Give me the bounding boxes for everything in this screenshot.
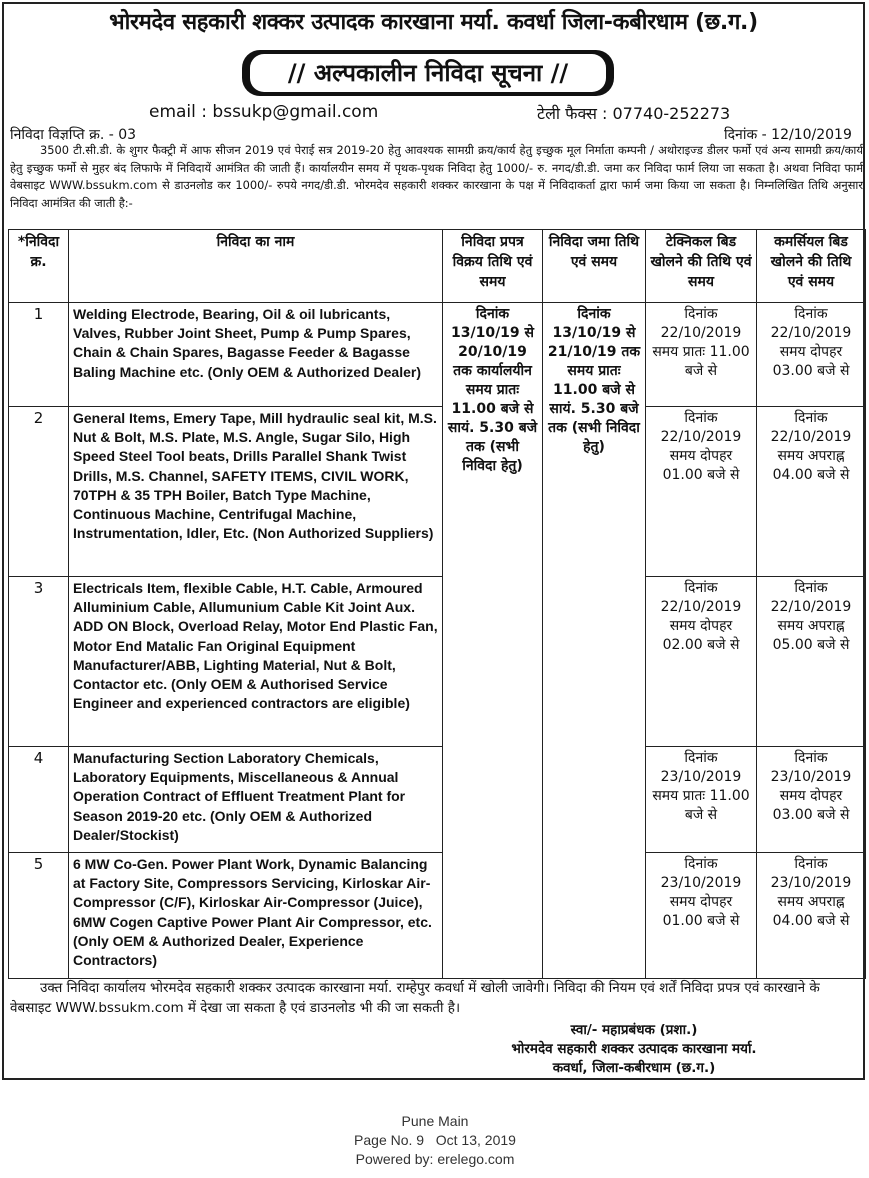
technical-bid-date: दिनांक 22/10/2019 समय प्रातः 11.00 बजे से <box>646 303 757 407</box>
powered-by: Powered by: erelego.com <box>355 1151 515 1167</box>
edition-name: Pune Main <box>401 1113 469 1129</box>
tender-no: 3 <box>9 577 69 747</box>
table-row <box>9 407 866 577</box>
table-row <box>9 747 866 853</box>
tender-no: 5 <box>9 853 69 979</box>
header-sale-date: निविदा प्रपत्र विक्रय तिथि एवं समय <box>443 230 543 303</box>
tender-name: Electricals Item, flexible Cable, H.T. Cable, Armoured Alluminium Cable, Allumunium Cable Kit Joint Aux. ADD ON Block, Overload Relay, Motor End Plastic Fan, Motor End Matalic Fan Original Equipment Manufacturer/ABB, Lighting Material, Nut & Bolt, Contactor etc. (Only OEM & Authorised Service Engineer and experienced contractors are eligible) <box>69 577 443 747</box>
page-and-date: Page No. 9 Oct 13, 2019 <box>354 1132 516 1148</box>
tender-no: 2 <box>9 407 69 577</box>
technical-bid-date: दिनांक 22/10/2019 समय दोपहर 01.00 बजे से <box>646 407 757 577</box>
tender-name: Welding Electrode, Bearing, Oil & oil lubricants, Valves, Rubber Joint Sheet, Pump & Pump Spares, Chain & Chain Spares, Bagasse Feeder & Bagasse Baling Machine etc. (Only OEM & Authorized Dealer) <box>69 303 443 407</box>
signature-line: कवर्धा, जिला-कबीरधाम (छ.ग.) <box>552 1060 716 1076</box>
header-tender-no: *निविदा क्र. <box>9 230 69 303</box>
commercial-bid-date: दिनांक 22/10/2019 समय अपराह्न 05.00 बजे से <box>757 577 866 747</box>
sale-period: दिनांक 13/10/19 से 20/10/19 तक कार्यालयीन समय प्रातः 11.00 बजे से सायं. 5.30 बजे तक (सभी निविदा हेतु) <box>443 303 543 979</box>
signature-line: स्वा/- महाप्रबंधक (प्रशा.) <box>570 1022 698 1038</box>
tender-name: General Items, Emery Tape, Mill hydraulic seal kit, M.S. Nut & Bolt, M.S. Plate, M.S. Angle, Sugar Silo, High Speed Steel Tool beats, Drills Parallel Shank Twist Drills, M.S. Channel, SAFETY ITEMS, CIVIL WORK, 70TPH & 35 TPH Boiler, Batch Type Machine, Continuous Machine, Centrifugal Machine, Instrumentation, Idler, Etc. (Non Authorized Suppliers) <box>69 407 443 577</box>
technical-bid-date: दिनांक 23/10/2019 समय प्रातः 11.00 बजे से <box>646 747 757 853</box>
tender-table <box>8 229 866 979</box>
tender-name: Manufacturing Section Laboratory Chemicals, Laboratory Equipments, Miscellaneous & Annual Operation Contract of Effluent Treatment Plant for Season 2019-20 etc. (Only OEM & Authorized Dealer/Stockist) <box>69 747 443 853</box>
commercial-bid-date: दिनांक 22/10/2019 समय दोपहर 03.00 बजे से <box>757 303 866 407</box>
table-row <box>9 577 866 747</box>
commercial-bid-date: दिनांक 23/10/2019 समय दोपहर 03.00 बजे से <box>757 747 866 853</box>
header-commercial-bid: कमर्सियल बिड खोलने की तिथि एवं समय <box>757 230 866 303</box>
email-address: email : bssukp@gmail.com <box>149 102 379 122</box>
table-row <box>9 303 866 407</box>
publication-info <box>300 1112 570 1169</box>
header-technical-bid: टेक्निकल बिड खोलने की तिथि एवं समय <box>646 230 757 303</box>
tender-no: 4 <box>9 747 69 853</box>
header-deposit-date: निविदा जमा तिथि एवं समय <box>543 230 646 303</box>
header-tender-name: निविदा का नाम <box>69 230 443 303</box>
tender-name: 6 MW Co-Gen. Power Plant Work, Dynamic Balancing at Factory Site, Compressors Servicing, Kirloskar Air-Compressor (C/F), Kirloskar Air-Compressor (Juice), 6MW Cogen Captive Power Plant Air Compressor, etc. (Only OEM & Authorized Dealer, Experience Contractors) <box>69 853 443 979</box>
org-title: भोरमदेव सहकारी शक्कर उत्पादक कारखाना मर्या. कवर्धा जिला-कबीरधाम (छ.ग.) <box>109 10 758 35</box>
tender-notice <box>2 2 865 1080</box>
notice-title: // अल्पकालीन निविदा सूचना // <box>250 54 606 92</box>
notice-date: दिनांक - 12/10/2019 <box>724 127 852 143</box>
footer-note: उक्त निविदा कार्यालय भोरमदेव सहकारी शक्कर उत्पादक कारखाना मर्या. राम्हेपुर कवर्धा में खोली जावेगी। निविदा की नियम एवं शर्तें निविदा प्रपत्र एवं कारखाने के वेबसाइट WWW.bssukm.com में देखा जा सकता है एवं डाउनलोड भी की जा सकती है। <box>10 980 820 1016</box>
signature-line: भोरमदेव सहकारी शक्कर उत्पादक कारखाना मर्या. <box>511 1041 757 1057</box>
table-row <box>9 853 866 979</box>
technical-bid-date: दिनांक 22/10/2019 समय दोपहर 02.00 बजे से <box>646 577 757 747</box>
tele-fax: टेली फैक्स : 07740-252273 <box>537 104 731 123</box>
table-header-row <box>9 230 866 303</box>
intro-paragraph: 3500 टी.सी.डी. के शुगर फैक्ट्री में आफ सीजन 2019 एवं पेराई सत्र 2019-20 हेतु आवश्यक सामग्री क्रय/कार्य हेतु इच्छुक मूल निर्माता कम्पनी / अथोराइज्ड डीलर फर्मो एवं अन्य सामग्री क्रय/कार्य हेतु इच्छुक फर्मो से मुहर बंद लिफाफे में निविदायें आमंत्रित की जाती हैं। कार्यालयीन समय में पृथक-पृथक निविदा हेतु 1000/- रु. नगद/डी.डी. जमा कर निविदा फार्म लिया जा सकता है। अथवा निविदा फार्म वेबसाइट WWW.bssukm.com से डाउनलोड कर 1000/- रुपये नगद/डी.डी. भोरमदेव सहकारी शक्कर कारखाना के पक्ष में निविदाकर्ता द्वारा फार्म जमा किया जा सकता है। निम्नलिखित तिथि अनुसार निविदा आमंत्रित की जाती है:- <box>10 143 863 210</box>
notice-title-banner <box>242 50 614 96</box>
deposit-period: दिनांक 13/10/19 से 21/10/19 तक समय प्रातः 11.00 बजे से सायं. 5.30 बजे तक (सभी निविदा हेतु) <box>543 303 646 979</box>
tender-no: 1 <box>9 303 69 407</box>
commercial-bid-date: दिनांक 23/10/2019 समय अपराह्न 04.00 बजे से <box>757 853 866 979</box>
signature-block <box>444 1021 824 1078</box>
technical-bid-date: दिनांक 23/10/2019 समय दोपहर 01.00 बजे से <box>646 853 757 979</box>
notice-reference: निविदा विज्ञप्ति क्र. - 03 <box>10 127 137 143</box>
commercial-bid-date: दिनांक 22/10/2019 समय अपराह्न 04.00 बजे से <box>757 407 866 577</box>
